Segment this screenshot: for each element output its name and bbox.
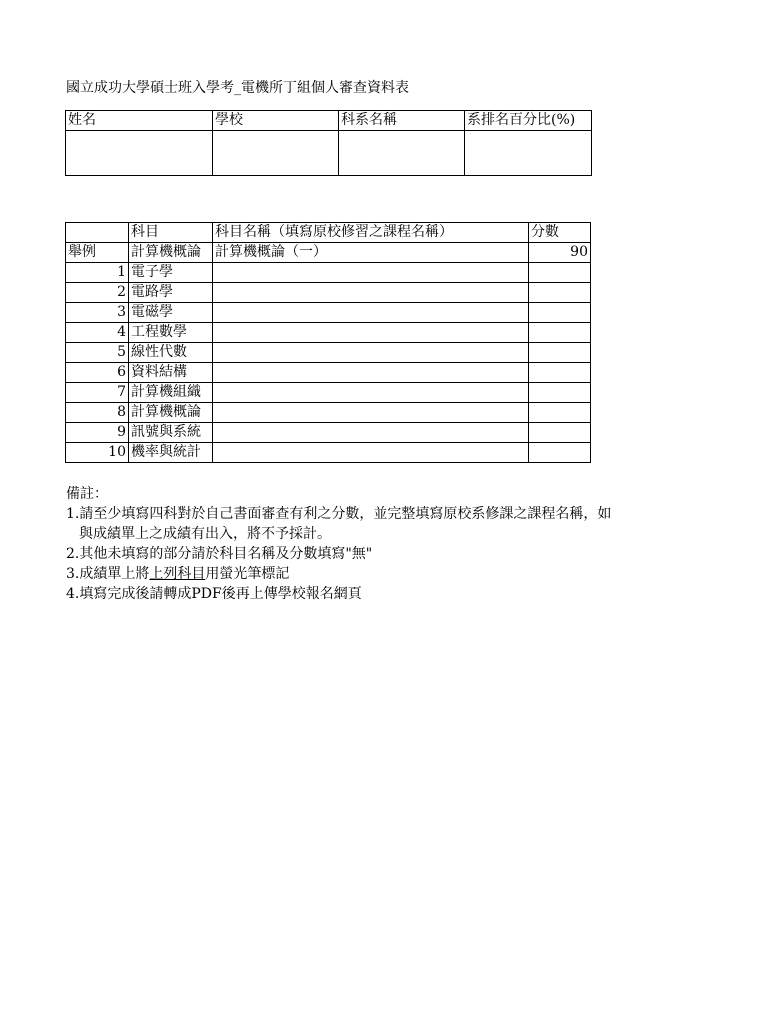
course-name-cell[interactable] — [213, 343, 529, 363]
name-cell[interactable] — [66, 131, 213, 176]
note-1-line-2: 與成績單上之成績有出入，將不予採計。 — [79, 526, 331, 542]
header-department: 科系名稱 — [339, 111, 465, 131]
score-cell[interactable] — [529, 283, 591, 303]
note-3-suffix: 用螢光筆標記 — [205, 566, 290, 582]
score-cell[interactable] — [529, 423, 591, 443]
table-row — [66, 343, 591, 363]
course-name-cell[interactable] — [213, 263, 529, 283]
row-number: 10 — [66, 443, 129, 463]
row-subject: 機率與統計 — [129, 443, 213, 463]
table-row — [66, 383, 591, 403]
row-number: 1 — [66, 263, 129, 283]
notes-heading: 備註： — [66, 486, 108, 502]
score-cell[interactable] — [529, 323, 591, 343]
example-label: 舉例 — [66, 243, 129, 263]
row-number: 8 — [66, 403, 129, 423]
table-row — [66, 403, 591, 423]
note-1-line-1: 1.請至少填寫四科對於自己書面審查有利之分數，並完整填寫原校系修課之課程名稱，如 — [66, 506, 612, 522]
score-cell[interactable] — [529, 343, 591, 363]
course-name-cell[interactable] — [213, 303, 529, 323]
table-row — [66, 283, 591, 303]
course-name-cell[interactable] — [213, 383, 529, 403]
header-course-name: 科目名稱（填寫原校修習之課程名稱） — [213, 223, 529, 243]
table-row — [66, 363, 591, 383]
row-subject: 資料結構 — [129, 363, 213, 383]
score-cell[interactable] — [529, 403, 591, 423]
row-subject: 計算機概論 — [129, 403, 213, 423]
rank-percentile-cell[interactable] — [465, 131, 592, 176]
row-number: 6 — [66, 363, 129, 383]
course-name-cell[interactable] — [213, 283, 529, 303]
table-row — [66, 131, 592, 176]
row-subject: 電磁學 — [129, 303, 213, 323]
table-row — [66, 423, 591, 443]
row-number: 5 — [66, 343, 129, 363]
row-number: 3 — [66, 303, 129, 323]
course-name-cell[interactable] — [213, 323, 529, 343]
row-subject: 訊號與系統 — [129, 423, 213, 443]
header-name: 姓名 — [66, 111, 213, 131]
note-3-prefix: 3.成績單上將 — [66, 566, 150, 582]
example-course-name: 計算機概論（一） — [213, 243, 529, 263]
table-header-row — [66, 223, 591, 243]
row-number: 7 — [66, 383, 129, 403]
score-cell[interactable] — [529, 263, 591, 283]
note-3 — [66, 564, 660, 584]
note-4: 4.填寫完成後請轉成PDF後再上傳學校報名網頁 — [66, 586, 362, 602]
row-number: 4 — [66, 323, 129, 343]
page-title: 國立成功大學碩士班入學考_電機所丁組個人審查資料表 — [66, 80, 409, 96]
row-subject: 計算機組織 — [129, 383, 213, 403]
example-row — [66, 243, 591, 263]
course-name-cell[interactable] — [213, 403, 529, 423]
row-subject: 電路學 — [129, 283, 213, 303]
score-cell[interactable] — [529, 383, 591, 403]
row-subject: 工程數學 — [129, 323, 213, 343]
header-school: 學校 — [213, 111, 339, 131]
department-cell[interactable] — [339, 131, 465, 176]
example-score: 90 — [529, 243, 591, 263]
table-row — [66, 303, 591, 323]
header-subject: 科目 — [129, 223, 213, 243]
course-table — [65, 222, 591, 463]
table-row — [66, 323, 591, 343]
row-number: 2 — [66, 283, 129, 303]
example-subject: 計算機概論 — [129, 243, 213, 263]
notes-section — [66, 484, 660, 604]
score-cell[interactable] — [529, 303, 591, 323]
score-cell[interactable] — [529, 443, 591, 463]
header-rank-percentile: 系排名百分比(%) — [465, 111, 592, 131]
table-row — [66, 263, 591, 283]
note-3-underlined: 上列科目 — [149, 566, 206, 582]
note-2: 2.其他未填寫的部分請於科目名稱及分數填寫"無" — [66, 546, 373, 562]
score-cell[interactable] — [529, 363, 591, 383]
table-row — [66, 443, 591, 463]
row-number: 9 — [66, 423, 129, 443]
course-name-cell[interactable] — [213, 443, 529, 463]
personal-info-table — [65, 110, 592, 176]
course-name-cell[interactable] — [213, 363, 529, 383]
table-header-row — [66, 111, 592, 131]
header-index — [66, 223, 129, 243]
row-subject: 線性代數 — [129, 343, 213, 363]
row-subject: 電子學 — [129, 263, 213, 283]
school-cell[interactable] — [213, 131, 339, 176]
course-name-cell[interactable] — [213, 423, 529, 443]
header-score: 分數 — [529, 223, 591, 243]
